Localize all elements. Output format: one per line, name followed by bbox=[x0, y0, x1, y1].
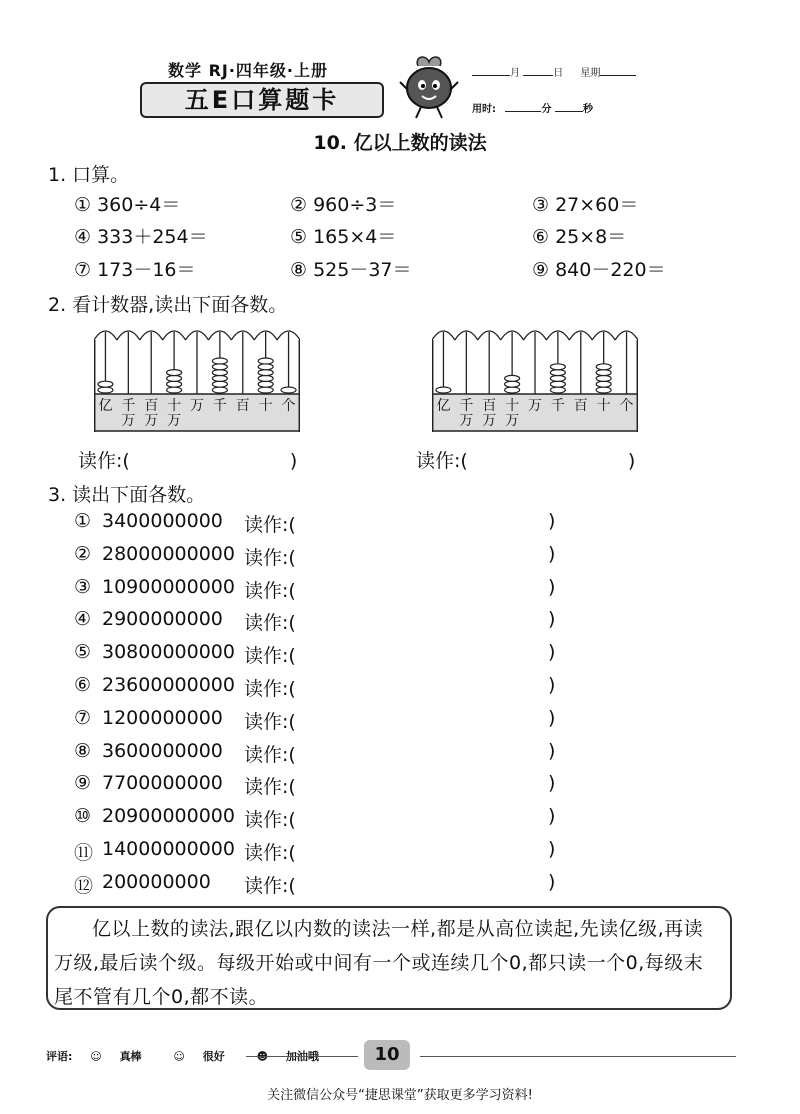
section2-heading: 2. 看计数器,读出下面各数。 bbox=[48, 294, 288, 316]
place-label: 万 bbox=[144, 413, 159, 429]
abacus-bead bbox=[596, 375, 611, 381]
read-item bbox=[74, 740, 594, 770]
abacus-bead bbox=[212, 358, 227, 364]
place-label: 万 bbox=[528, 398, 542, 414]
abacus-bead bbox=[596, 387, 611, 393]
page-title: 10. 亿以上数的读法 bbox=[313, 132, 487, 154]
read-item-close: ) bbox=[548, 542, 556, 565]
calc-item: ⑤ 165×4＝ bbox=[290, 226, 397, 248]
abacus-bead bbox=[167, 375, 182, 381]
calc-item: ⑦ 173－16＝ bbox=[74, 259, 196, 281]
place-label: 个 bbox=[619, 398, 634, 414]
place-label: 百 bbox=[573, 398, 588, 414]
read-item-number: ⑫ bbox=[74, 874, 94, 897]
promo-note: 关注微信公众号“捷思课堂”获取更多学习资料! bbox=[267, 1088, 533, 1103]
abacus-bead bbox=[550, 381, 565, 387]
read-item-number: ⑤ bbox=[74, 641, 92, 664]
place-label: 十 bbox=[505, 398, 520, 414]
abacus-left bbox=[94, 322, 300, 434]
read-item bbox=[74, 707, 594, 737]
read-item bbox=[74, 543, 594, 573]
read-item-number: ⑪ bbox=[74, 842, 94, 864]
read-item-label: 读作:( bbox=[244, 809, 296, 832]
calc-item: ⑧ 525－37＝ bbox=[290, 259, 412, 281]
calc-item: ③ 27×60＝ bbox=[532, 194, 639, 216]
place-label: 万 bbox=[167, 413, 182, 429]
mascot-icon bbox=[396, 52, 462, 122]
read-item-value: 28000000000 bbox=[102, 542, 235, 565]
abacus-bead bbox=[258, 387, 273, 393]
place-label: 亿 bbox=[98, 398, 113, 414]
read-item-label: 读作:( bbox=[244, 579, 296, 602]
read-item-close: ) bbox=[548, 575, 556, 598]
abacus-bead bbox=[436, 387, 451, 393]
place-label: 千 bbox=[212, 398, 227, 414]
abacus-bead bbox=[550, 387, 565, 393]
read-item-close: ) bbox=[548, 805, 556, 828]
read-item-number: ② bbox=[74, 542, 92, 565]
place-label: 万 bbox=[121, 413, 136, 429]
read-item bbox=[74, 838, 594, 868]
calc-item: ⑨ 840－220＝ bbox=[532, 259, 666, 281]
abacus-bead bbox=[281, 387, 296, 393]
read-item-value: 20900000000 bbox=[102, 805, 235, 828]
read-item-close: ) bbox=[548, 772, 556, 795]
place-label: 万 bbox=[505, 413, 520, 429]
abacus-right bbox=[432, 322, 638, 434]
read-item-label: 读作:( bbox=[244, 645, 296, 668]
read-item bbox=[74, 641, 594, 671]
abacus-bead bbox=[505, 387, 520, 393]
evaluation: 评语: ☺ 真棒 ☺ 很好 ☻ 加油哦 bbox=[46, 1050, 319, 1063]
read-item-number: ① bbox=[74, 510, 92, 532]
date-field: 月 日 星期 bbox=[472, 64, 636, 79]
abacus-bead bbox=[167, 381, 182, 387]
time-field: 用时: 分 秒 bbox=[472, 100, 593, 115]
read-item bbox=[74, 510, 594, 540]
read-item-value: 3400000000 bbox=[102, 510, 223, 532]
abacus-bead bbox=[258, 370, 273, 376]
abacus-bead bbox=[212, 375, 227, 381]
read-item-close: ) bbox=[548, 838, 556, 860]
abacus-bead bbox=[596, 381, 611, 387]
abacus-bead bbox=[167, 387, 182, 393]
read-item-value: 23600000000 bbox=[102, 674, 235, 696]
section3-heading: 3. 读出下面各数。 bbox=[48, 484, 206, 506]
place-label: 万 bbox=[482, 413, 497, 429]
abacus-bead bbox=[212, 364, 227, 370]
place-label: 十 bbox=[167, 398, 182, 414]
read-item-value: 1200000000 bbox=[102, 706, 223, 729]
place-label: 十 bbox=[596, 398, 611, 414]
calc-item: ④ 333＋254＝ bbox=[74, 226, 208, 248]
divider bbox=[420, 1056, 736, 1057]
read-item-label: 读作:( bbox=[244, 776, 296, 799]
divider bbox=[246, 1056, 358, 1057]
answer-right: 读作:( ) bbox=[416, 450, 636, 472]
section1-heading: 1. 口算。 bbox=[48, 164, 130, 186]
place-label: 万 bbox=[459, 413, 474, 429]
read-item-value: 7700000000 bbox=[102, 772, 223, 795]
abacus-bead bbox=[258, 375, 273, 381]
abacus-bead bbox=[550, 375, 565, 381]
abacus-bead bbox=[596, 370, 611, 376]
place-label: 百 bbox=[482, 398, 497, 414]
read-item-close: ) bbox=[548, 674, 556, 696]
place-label: 亿 bbox=[436, 398, 451, 414]
answer-left: 读作:( ) bbox=[78, 450, 298, 472]
place-label: 百 bbox=[235, 398, 250, 414]
read-item-value: 30800000000 bbox=[102, 641, 235, 664]
read-item bbox=[74, 871, 594, 901]
calc-item: ② 960÷3＝ bbox=[290, 194, 397, 216]
abacus-bead bbox=[212, 381, 227, 387]
read-item-number: ⑦ bbox=[74, 706, 92, 729]
read-item-label: 读作:( bbox=[244, 710, 296, 733]
great-face-icon: ☺ bbox=[90, 1050, 102, 1063]
abacus-bead bbox=[550, 364, 565, 370]
place-label: 千 bbox=[550, 398, 565, 414]
read-item-label: 读作:( bbox=[244, 842, 296, 864]
read-item bbox=[74, 674, 594, 704]
read-item-label: 读作:( bbox=[244, 546, 296, 569]
place-label: 百 bbox=[144, 398, 159, 414]
read-item-close: ) bbox=[548, 641, 556, 664]
abacus-bead bbox=[258, 358, 273, 364]
read-item-number: ⑥ bbox=[74, 674, 92, 696]
calc-row bbox=[74, 255, 714, 285]
read-item-number: ③ bbox=[74, 575, 92, 598]
cheer-face-icon: ☻ bbox=[256, 1050, 269, 1063]
read-item-number: ④ bbox=[74, 608, 92, 631]
read-item bbox=[74, 608, 594, 638]
place-label: 个 bbox=[281, 398, 296, 414]
abacus-bead bbox=[258, 381, 273, 387]
read-item-label: 读作:( bbox=[244, 514, 296, 536]
read-item-value: 10900000000 bbox=[102, 575, 235, 598]
rule-note: 亿以上数的读法,跟亿以内数的读法一样,都是从高位读起,先读亿级,再读万级,最后读个级。每级开始或中间有一个或连续几个0,都只读一个0,每级末尾不管有几个0,都不读。 bbox=[46, 906, 732, 1010]
brand-title: 五E口算题卡 bbox=[140, 82, 384, 118]
read-item-label: 读作:( bbox=[244, 874, 296, 897]
calc-item: ① 360÷4＝ bbox=[74, 194, 181, 216]
good-face-icon: ☺ bbox=[173, 1050, 185, 1063]
read-item-number: ⑧ bbox=[74, 739, 92, 762]
read-item-close: ) bbox=[548, 608, 556, 631]
place-label: 千 bbox=[459, 398, 474, 414]
place-label: 万 bbox=[190, 398, 204, 414]
read-item-number: ⑨ bbox=[74, 772, 92, 795]
read-item bbox=[74, 805, 594, 835]
abacus-bead bbox=[212, 370, 227, 376]
abacus-bead bbox=[550, 370, 565, 376]
read-item-close: ) bbox=[548, 706, 556, 729]
read-item-value: 2900000000 bbox=[102, 608, 223, 631]
abacus-bead bbox=[258, 364, 273, 370]
read-item-label: 读作:( bbox=[244, 743, 296, 766]
page-number: 10 bbox=[364, 1040, 410, 1070]
place-label: 千 bbox=[121, 398, 136, 414]
read-item-number: ⑩ bbox=[74, 805, 92, 828]
read-item-label: 读作:( bbox=[244, 678, 296, 700]
calc-row bbox=[74, 222, 714, 252]
read-item-close: ) bbox=[548, 510, 556, 532]
read-item-value: 14000000000 bbox=[102, 838, 235, 860]
read-item-close: ) bbox=[548, 870, 556, 893]
read-item bbox=[74, 576, 594, 606]
abacus-bead bbox=[505, 381, 520, 387]
book-line: 数学 RJ·四年级·上册 bbox=[168, 61, 329, 80]
abacus-bead bbox=[98, 387, 113, 393]
read-item-value: 3600000000 bbox=[102, 739, 223, 762]
calc-row bbox=[74, 190, 714, 220]
abacus-bead bbox=[505, 375, 520, 381]
read-item-value: 200000000 bbox=[102, 870, 211, 893]
read-item-close: ) bbox=[548, 739, 556, 762]
place-label: 十 bbox=[258, 398, 273, 414]
abacus-bead bbox=[167, 370, 182, 376]
read-item bbox=[74, 772, 594, 802]
read-item-label: 读作:( bbox=[244, 612, 296, 635]
abacus-bead bbox=[98, 381, 113, 387]
abacus-bead bbox=[212, 387, 227, 393]
abacus-bead bbox=[596, 364, 611, 370]
calc-item: ⑥ 25×8＝ bbox=[532, 226, 627, 248]
